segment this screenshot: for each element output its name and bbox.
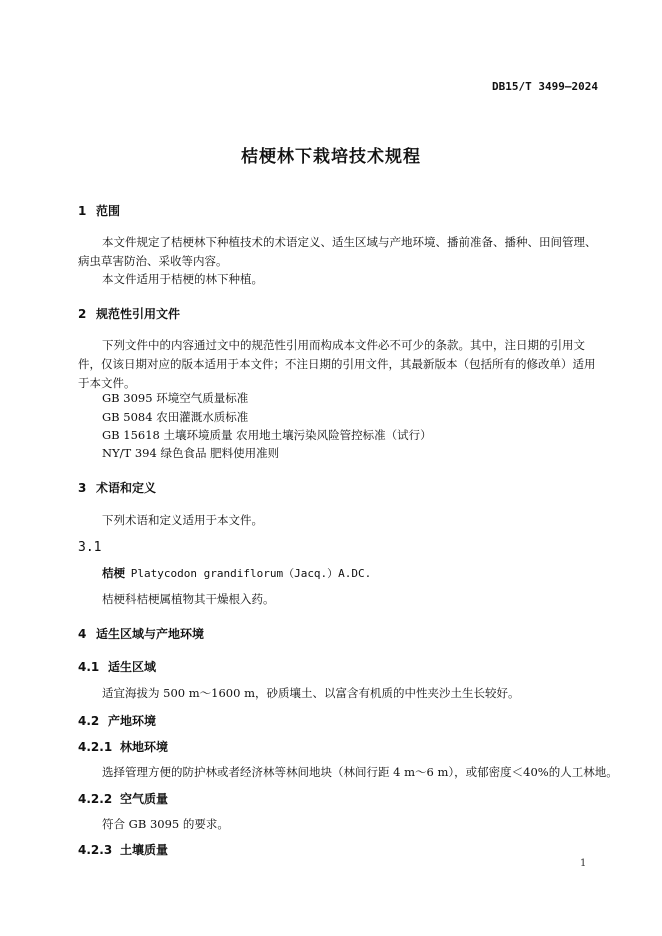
term-latin: Platycodon grandiflorum（Jacq.）A.DC. <box>130 567 372 580</box>
subsection-4-2-1-heading <box>78 738 168 755</box>
section-1-scope-paragraph: 本文件适用于桔梗的林下种植。 <box>102 272 263 286</box>
section-2-paragraph: 下列文件中的内容通过文中的规范性引用而构成本文件必不可少的条款。其中，注日期的引用文件，仅该日期对应的版本适用于本文件；不注日期的引用文件，其最新版本（包括所有的修改单）适用于本文件。 <box>78 338 596 390</box>
subsection-4-1-text: 适宜海拔为 500 m～1600 m，砂质壤土、以富含有机质的中性夹沙土生长较好。 <box>102 686 520 700</box>
subsection-4-2-2-heading <box>78 790 168 807</box>
section-4-heading <box>78 625 204 642</box>
section-title: 产地环境 <box>108 714 157 728</box>
section-number: 4.2.1 <box>78 740 113 754</box>
section-number: 4.2.2 <box>78 792 113 806</box>
section-number: 2 <box>78 307 87 321</box>
subsection-4-2-heading <box>78 712 156 729</box>
section-number: 4.2.3 <box>78 843 113 857</box>
section-title: 适生区域 <box>108 660 157 674</box>
reference-item: GB 15618 土壤环境质量 农用地土壤污染风险管控标准（试行） <box>102 428 432 442</box>
page-number: 1 <box>580 858 587 869</box>
reference-item: GB 3095 环境空气质量标准 <box>102 391 249 405</box>
section-title: 土壤质量 <box>120 843 169 857</box>
document-id: DB15/T 3499—2024 <box>492 80 598 93</box>
section-2-heading <box>78 305 180 322</box>
subsection-4-2-1-text: 选择管理方便的防护林或者经济林等林间地块（林间行距 4 m～6 m），或郁密度＜40%的人工林地。 <box>102 765 618 779</box>
subsection-4-2-3-heading <box>78 841 168 858</box>
term-definition: 桔梗科桔梗属植物其干燥根入药。 <box>102 592 275 606</box>
term-entry <box>102 565 371 581</box>
section-1-paragraph: 本文件规定了桔梗林下种植技术的术语定义、适生区域与产地环境、播前准备、播种、田间管理、病虫草害防治、采收等内容。 <box>78 235 597 268</box>
section-number: 3 <box>78 481 87 495</box>
section-number: 4.2 <box>78 714 100 728</box>
subsection-4-2-2-text: 符合 GB 3095 的要求。 <box>102 817 229 831</box>
section-title: 空气质量 <box>120 792 169 806</box>
subsection-4-1-heading <box>78 658 156 675</box>
section-title: 林地环境 <box>120 740 169 754</box>
section-number: 4 <box>78 627 87 641</box>
term-number: 3.1 <box>78 540 102 555</box>
reference-item: GB 5084 农田灌溉水质标准 <box>102 410 249 424</box>
section-3-paragraph: 下列术语和定义适用于本文件。 <box>102 513 263 527</box>
section-title: 术语和定义 <box>96 481 157 495</box>
section-title: 范围 <box>96 204 121 218</box>
section-number: 1 <box>78 204 87 218</box>
section-3-heading <box>78 479 156 496</box>
page-title: 桔梗林下栽培技术规程 <box>241 147 421 167</box>
section-title: 适生区域与产地环境 <box>96 627 205 641</box>
reference-item: NY/T 394 绿色食品 肥料使用准则 <box>102 446 280 460</box>
term-chinese: 桔梗 <box>102 566 125 580</box>
section-title: 规范性引用文件 <box>96 307 181 321</box>
section-1-heading <box>78 202 120 219</box>
section-number: 4.1 <box>78 660 100 674</box>
